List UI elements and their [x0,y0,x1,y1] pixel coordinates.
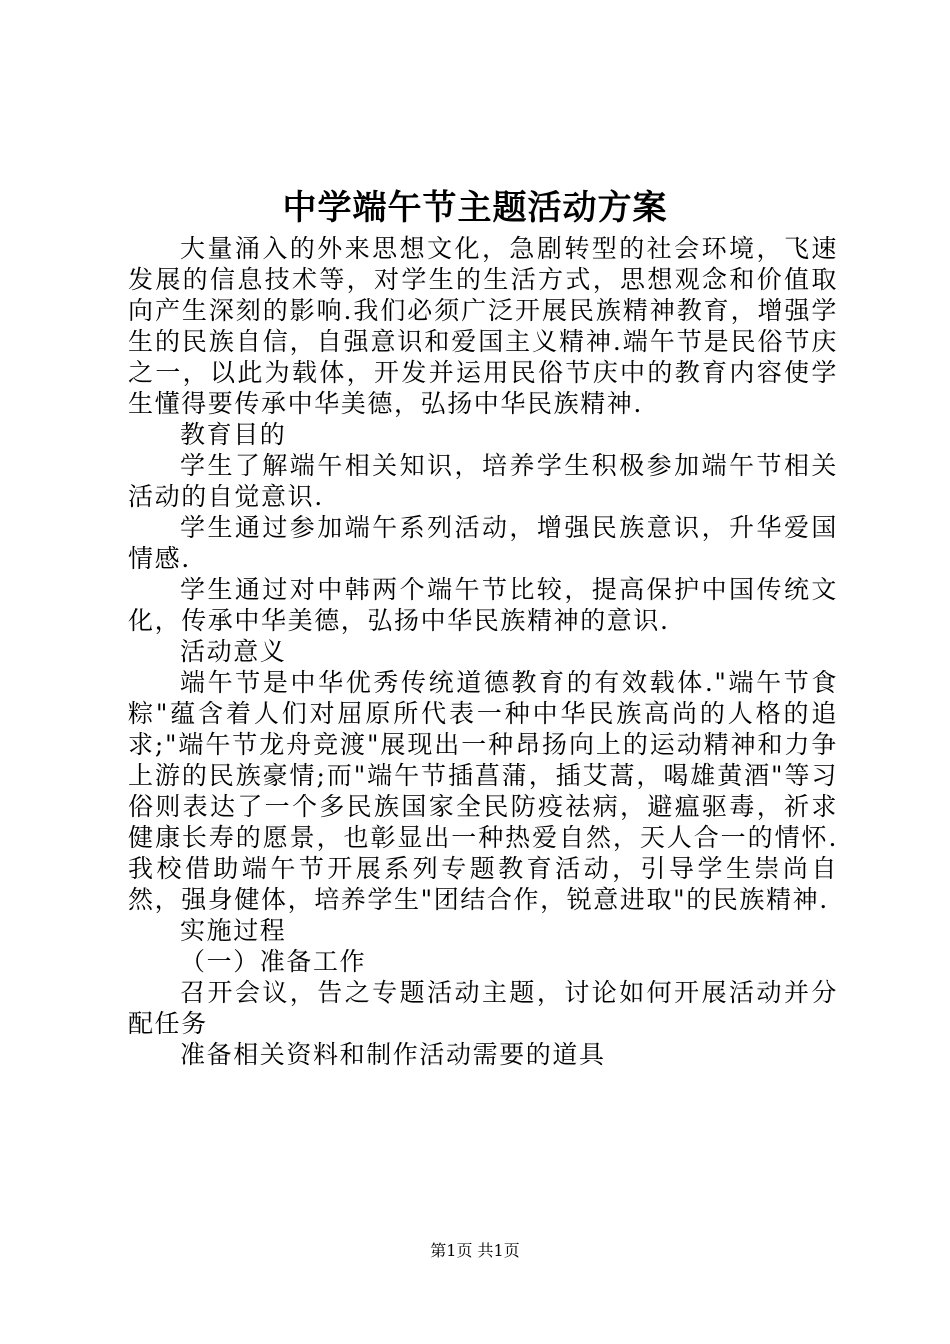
paragraph-intro: 大量涌入的外来思想文化，急剧转型的社会环境，飞速发展的信息技术等，对学生的生活方式，思想观念和价值取向产生深刻的影响.我们必须广泛开展民族精神教育，增强学生的民族自信，自强意识和爱国主义精神.端午节是民俗节庆之一，以此为载体，开发并运用民俗节庆中的教育内容使学生懂得要传承中华美德，弘扬中华民族精神. [128,234,838,418]
heading-education-goals: 教育目的 [180,420,287,449]
paragraph-significance: 端午节是中华优秀传统道德教育的有效载体."端午节食粽"蕴含着人们对屈原所代表一种中华民族高尚的人格的追求;"端午节龙舟竞渡"展现出一种昂扬向上的运动精神和力争上游的民族豪情;而"端午节插菖蒲，插艾蒿，喝雄黄酒"等习俗则表达了一个多民族国家全民防疫祛病，避瘟驱毒，祈求健康长寿的愿景，也彰显出一种热爱自然，天人合一的情怀.我校借助端午节开展系列专题教育活动，引导学生崇尚自然，强身健体，培养学生"团结合作，锐意进取"的民族精神. [128,668,838,914]
heading-implementation: 实施过程 [180,916,287,945]
paragraph-goal-3: 学生通过对中韩两个端午节比较，提高保护中国传统文化，传承中华美德，弘扬中华民族精神的意识. [128,575,838,635]
heading-activity-significance: 活动意义 [180,637,287,666]
paragraph-prep-2: 准备相关资料和制作活动需要的道具 [180,1040,606,1069]
heading-preparation: （一）准备工作 [180,947,367,976]
paragraph-prep-1: 召开会议，告之专题活动主题，讨论如何开展活动并分配任务 [128,978,838,1038]
document-title: 中学端午节主题活动方案 [282,188,668,228]
document-body [128,233,838,1070]
paragraph-goal-2: 学生通过参加端午系列活动，增强民族意识，升华爱国情感. [128,513,838,573]
paragraph-goal-1: 学生了解端午相关知识，培养学生积极参加端午节相关活动的自觉意识. [128,451,838,511]
page-footer: 第1页 共1页 [430,1241,520,1260]
